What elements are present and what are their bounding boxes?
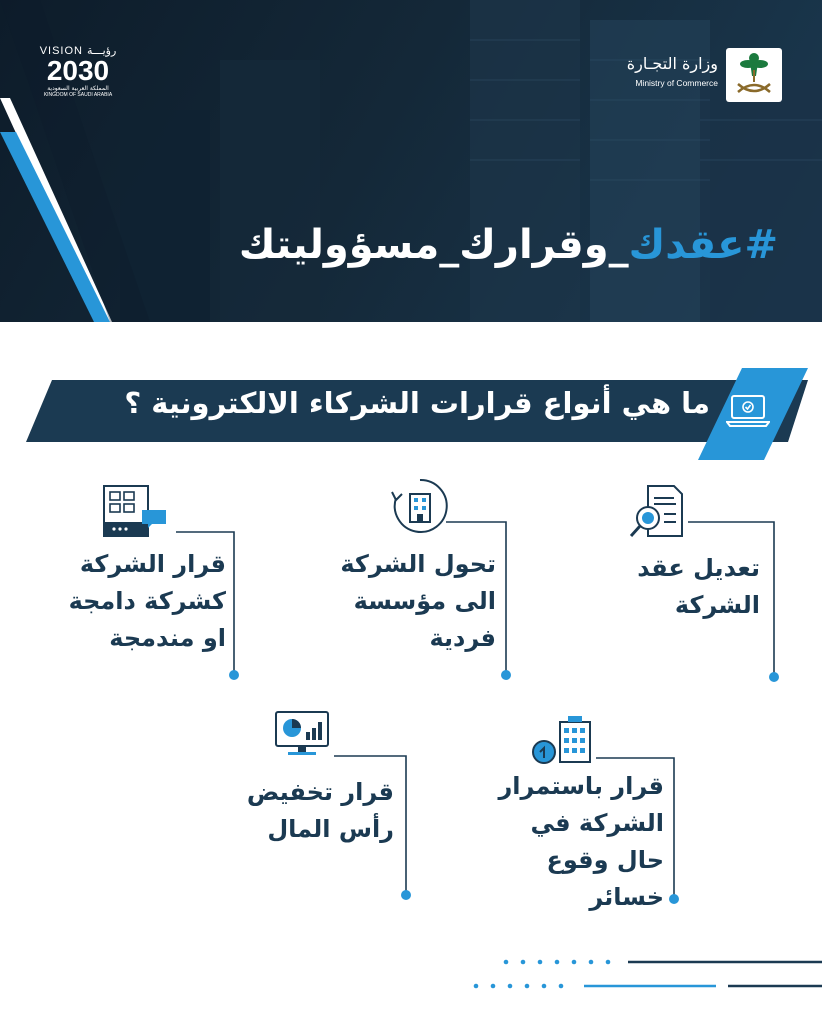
ministry-of-commerce-logo — [604, 48, 786, 100]
building-cycle-icon — [388, 476, 452, 538]
decision-label: تحول الشركة الى مؤسسة فردية — [340, 550, 496, 652]
decision-label: قرار تخفيض رأس المال — [246, 778, 394, 843]
merger-window-icon — [102, 484, 172, 544]
ministry-name-english: Ministry of Commerce — [635, 78, 718, 88]
contract-search-icon — [626, 484, 690, 542]
hero-banner — [0, 0, 822, 322]
saudi-emblem-icon — [726, 48, 782, 102]
decision-reduce-capital — [236, 708, 436, 914]
decision-label: قرار باستمرار الشركة في حال وقوع خسائر — [498, 772, 664, 911]
vision-2030-logo: VISION رؤيـــة 2030 المملكة العربية السعودية KINGDOM OF SAUDI ARABIA — [39, 45, 117, 98]
decision-label: قرار الشركة كشركة دامجة او مندمجة — [68, 550, 226, 652]
decision-merger — [66, 480, 266, 690]
monitor-chart-icon — [274, 710, 334, 760]
decision-amend-contract — [600, 480, 800, 690]
footer-decoration — [466, 952, 822, 1002]
campaign-hashtag: #عقدك_وقرارك_مسؤوليتك — [238, 222, 778, 268]
decision-label: تعديل عقد الشركة — [637, 554, 760, 619]
decision-convert-establishment — [330, 476, 530, 686]
building-coin-icon — [530, 714, 598, 770]
question-title: ما هي أنواع قرارات الشركاء الالكترونية ؟ — [124, 386, 710, 420]
ministry-name-arabic: وزارة التجـارة — [626, 54, 718, 73]
laptop-icon — [726, 394, 770, 430]
decision-continue-after-losses — [480, 712, 700, 922]
